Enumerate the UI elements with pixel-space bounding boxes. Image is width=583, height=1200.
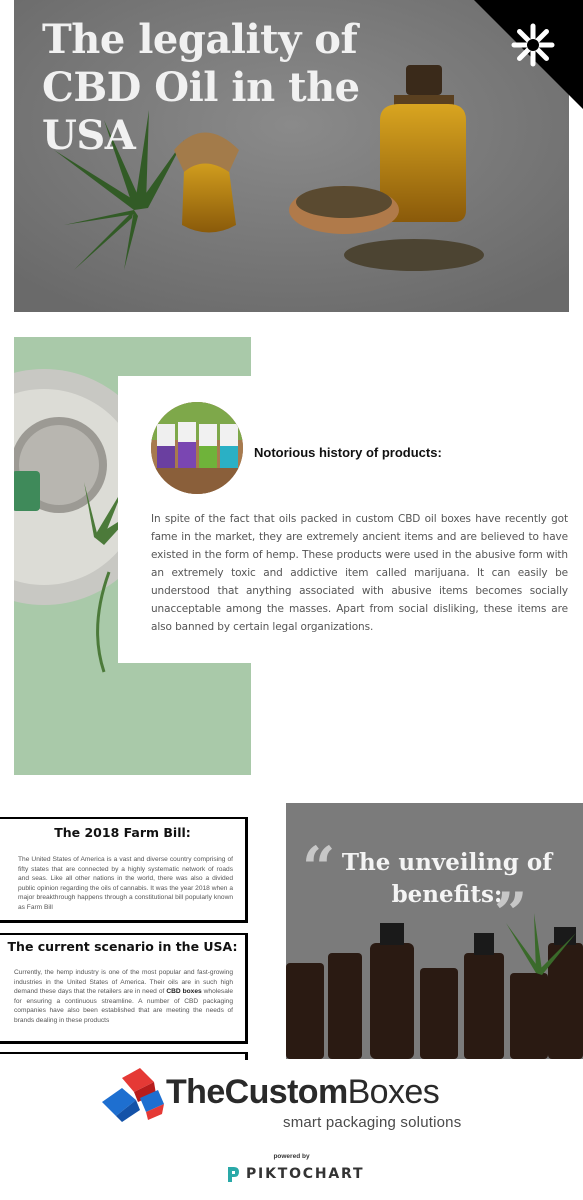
open-quote-mark: “ [302,834,336,902]
starburst-icon [510,22,556,68]
cbd-products-badge-image [151,402,243,494]
history-heading: Notorious history of products: [254,445,442,460]
farm-bill-box [0,817,248,923]
brand-name: TheCustomBoxes [166,1073,440,1111]
benefits-title: The unveiling of benefits: [341,849,553,908]
piktochart-wordmark: PIKTOCHART [246,1166,365,1182]
powered-by-label: powered by [273,1153,310,1160]
current-scenario-body-text: Currently, the hemp industry is one of the most popular and fast-growing industries in the United States of America. Their oils are in such high demand these days that the retailers are in need of CBD boxes wholesale for ensuring a continuous streamline. A number of CBD packaging companies have also been established that are meeting the needs of brands dealing in these products [14,969,233,1024]
brand-tagline: smart packaging solutions [283,1114,462,1131]
history-body-text: In spite of the fact that oils packed in custom CBD oil boxes have recently got fame in the market, they are extremely ancient items and are believed to have existed in the form of hemp. These products were used in the abusive form with an extremely toxic and addictive item called marijuana. It can easily be understood that anything associated with abusive items becomes socially unacceptable among the masses. Apart from social disliking, these items are also banned by certain legal organizations. [151,513,568,633]
piktochart-p-icon [226,1165,240,1183]
farm-bill-heading: The 2018 Farm Bill: [54,825,191,840]
next-box-edge [0,1052,248,1060]
benefits-panel [286,803,583,1059]
cbd-boxes-keyword: CBD boxes [166,988,202,995]
farm-bill-body-text: The United States of America is a vast and diverse country comprising of fifty states that are connected by a highly systematic network of roads and seas. Like all other nations in the world, there was also a divided public opinion regarding the oils of cannabis. It was the year 2018 when a major breakthrough happens through a constitutional bill popularly known as Farm Bill [18,856,233,911]
current-scenario-heading: The current scenario in the USA: [7,939,238,954]
close-quote-mark: ” [494,880,528,948]
colored-boxes-logo-icon [100,1066,166,1124]
current-scenario-box [0,933,248,1044]
hero-title: The legality of CBD Oil in the USA [42,16,360,159]
